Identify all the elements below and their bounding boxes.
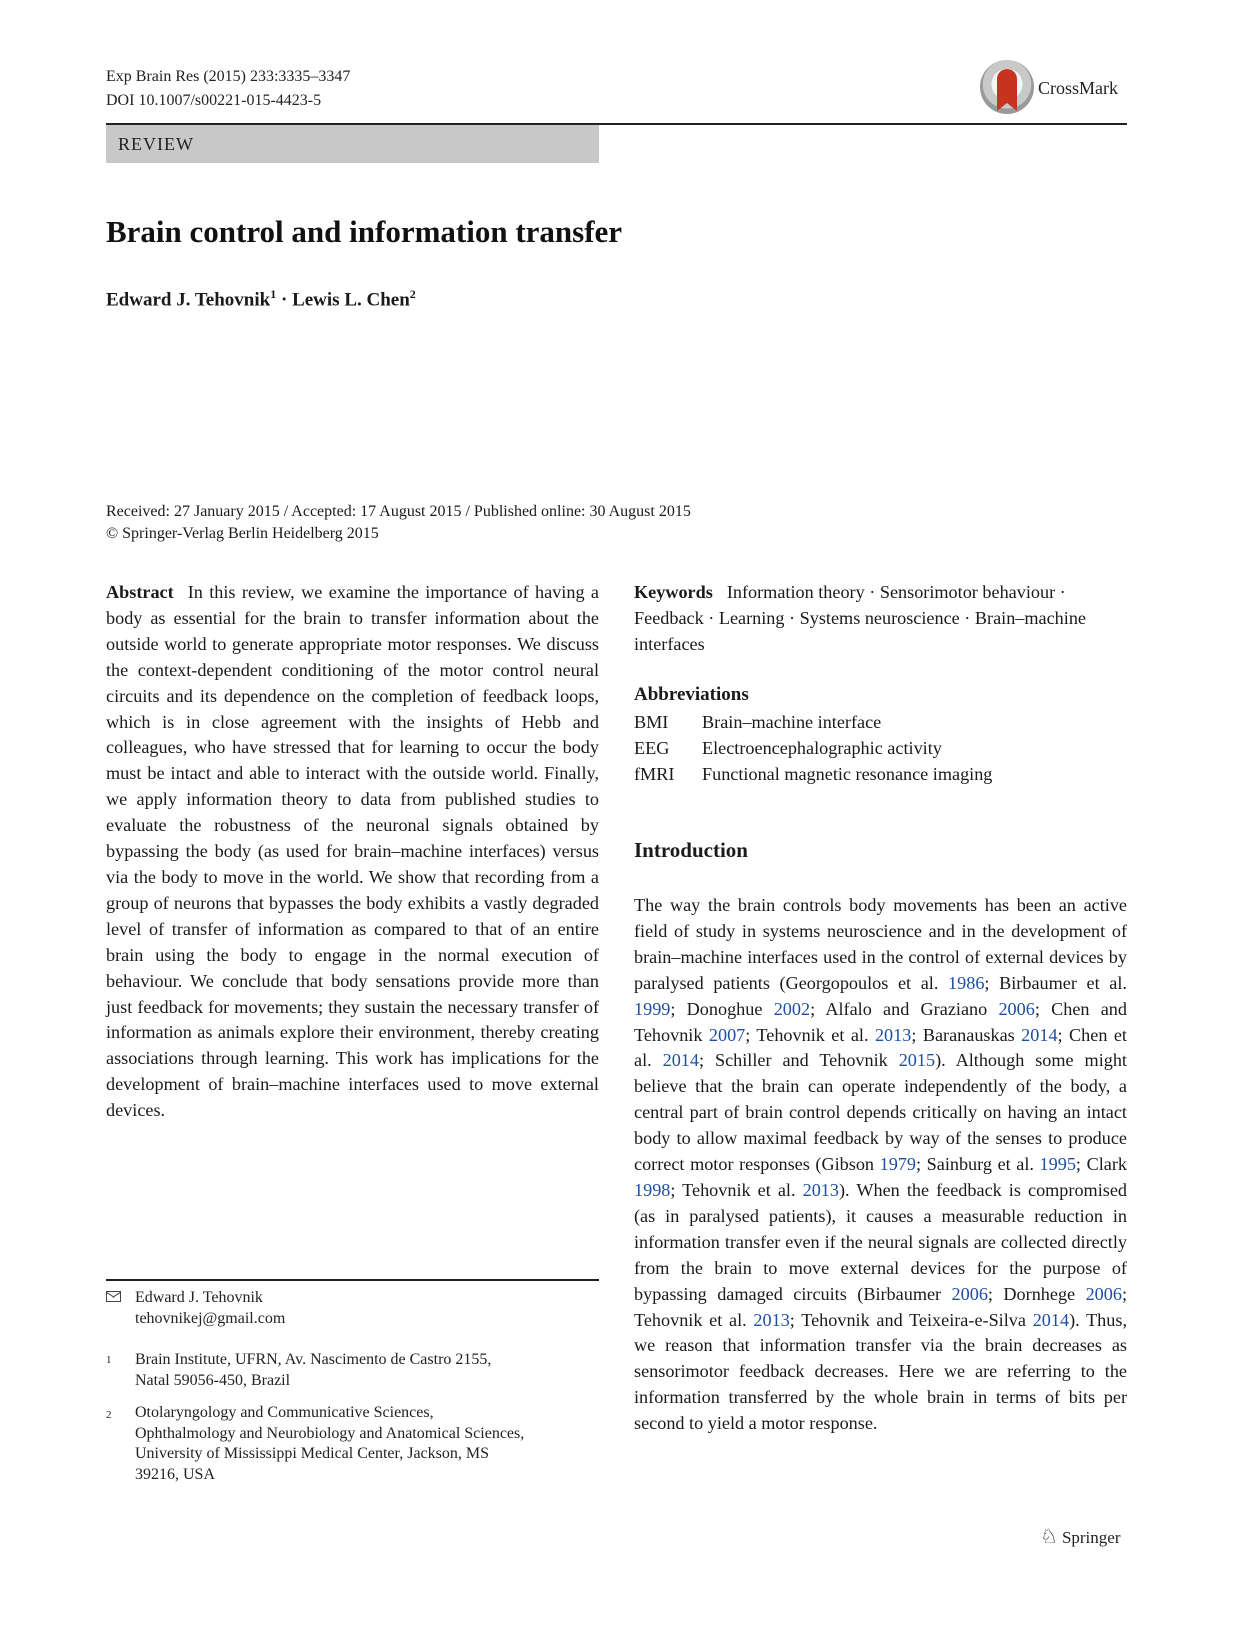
affiliation-line: Ophthalmology and Neurobiology and Anatomical Sciences, <box>135 1424 525 1442</box>
author-separator: · <box>276 289 293 311</box>
affiliation-2 <box>135 1403 595 1485</box>
publication-dates: Received: 27 January 2015 / Accepted: 17 August 2015 / Published online: 30 August 2015 <box>106 503 691 520</box>
keywords-label: Keywords <box>634 582 713 602</box>
affiliation-line: Otolaryngology and Communicative Sciences, <box>135 1404 434 1421</box>
intro-text: ; Chen et al. <box>634 1024 1127 1071</box>
intro-text: ; Chen and Tehovnik <box>634 998 1127 1045</box>
abbreviations-heading: Abbreviations <box>634 684 749 705</box>
abbreviation-row <box>634 710 992 736</box>
abbreviation-definition: Functional magnetic resonance imaging <box>702 763 993 784</box>
abbreviation-row <box>634 762 992 788</box>
copyright-notice: © Springer-Verlag Berlin Heidelberg 2015 <box>106 525 379 542</box>
author-name[interactable]: Edward J. Tehovnik <box>106 289 271 311</box>
citation-link[interactable]: 1995 <box>1039 1154 1076 1175</box>
doi[interactable]: DOI 10.1007/s00221-015-4423-5 <box>106 92 322 109</box>
affiliation-line: Brain Institute, UFRN, Av. Nascimento de Castro 2155, <box>135 1351 492 1368</box>
intro-text: ; Tehovnik et al. <box>670 1179 803 1200</box>
publisher-logo <box>1040 1524 1120 1549</box>
abbreviations-list <box>634 710 992 788</box>
intro-text: The way the brain controls body movements has been an active field of study in systems neuroscience and in the development of brain–machine interfaces used in the control of external devices by paralysed patients (Georgopoulos et al. <box>634 895 1127 993</box>
journal-reference: Exp Brain Res (2015) 233:3335–3347 <box>106 68 351 85</box>
footnote-rule <box>106 1279 599 1281</box>
intro-text: ; Dornhege <box>987 1283 1086 1304</box>
intro-text: ; Tehovnik et al. <box>745 1024 875 1045</box>
citation-link[interactable]: 2006 <box>998 998 1035 1019</box>
citation-link[interactable]: 2013 <box>802 1179 839 1200</box>
crossmark-badge[interactable] <box>980 60 1125 118</box>
intro-text: ; Tehovnik et al. <box>634 1283 1128 1330</box>
abstract <box>106 580 599 1124</box>
affiliation-number: 2 <box>106 1409 112 1421</box>
intro-text: ; Baranauskas <box>911 1024 1022 1045</box>
intro-text: ). Thus, we reason that information transfer via the brain decreases as sensorimotor feedback decreases. Here we are referring to the information transferred by the whole brain in terms of bits per second to yield a motor response. <box>634 1309 1127 1434</box>
author-affiliation-marker: 2 <box>409 287 416 301</box>
intro-text: ; Clark <box>1075 1154 1127 1175</box>
citation-link[interactable]: 2006 <box>1085 1283 1122 1304</box>
citation-link[interactable]: 2013 <box>874 1024 912 1045</box>
crossmark-logo-icon <box>980 60 1034 114</box>
corresponding-author-name: Edward J. Tehovnik <box>135 1289 263 1306</box>
abbreviation-definition: Electroencephalographic activity <box>702 737 942 758</box>
introduction-paragraph <box>634 893 1127 1437</box>
abbreviation-definition: Brain–machine interface <box>702 712 882 732</box>
affiliation-number: 1 <box>106 1354 112 1366</box>
affiliation-line: University of Mississippi Medical Center, Jackson, MS <box>135 1445 489 1462</box>
citation-link[interactable]: 1998 <box>634 1179 671 1200</box>
introduction-heading: Introduction <box>634 838 748 862</box>
citation-link[interactable]: 1979 <box>879 1154 916 1175</box>
abbreviation-term: fMRI <box>634 763 675 784</box>
keywords-text: Information theory · Sensorimotor behaviour · Feedback · Learning · Systems neuroscience · Brain–machine interfaces <box>634 582 1086 654</box>
abstract-label: Abstract <box>106 582 174 602</box>
citation-link[interactable]: 2002 <box>773 998 811 1019</box>
intro-text: ; Alfalo and Graziano <box>810 998 999 1019</box>
citation-link[interactable]: 2013 <box>753 1309 790 1330</box>
citation-link[interactable]: 1999 <box>634 998 671 1019</box>
springer-knight-icon: ♘ <box>1040 1526 1058 1548</box>
citation-link[interactable]: 2015 <box>898 1050 936 1071</box>
citation-link[interactable]: 2006 <box>951 1283 988 1304</box>
keywords <box>634 580 1127 658</box>
intro-text: ; Birbaumer et al. <box>984 972 1127 993</box>
abbreviation-term: BMI <box>634 712 669 732</box>
citation-link[interactable]: 2007 <box>708 1024 746 1045</box>
corresponding-author-email[interactable]: tehovnikej@gmail.com <box>135 1310 286 1327</box>
affiliation-line: 39216, USA <box>135 1465 216 1483</box>
crossmark-label: CrossMark <box>1038 78 1118 98</box>
author-list <box>106 287 416 311</box>
intro-text: ; Schiller and Tehovnik <box>698 1050 899 1071</box>
intro-text: ). Although some might believe that the brain can operate independently of the body, a central part of brain control depends critically on having an intact body to allow maximal feedback by way of the senses to produce correct motor responses (Gibson <box>634 1050 1127 1175</box>
affiliation-1 <box>135 1350 595 1391</box>
intro-text: ; Donoghue <box>670 998 774 1019</box>
publisher-name: Springer <box>1061 1528 1121 1547</box>
intro-text: ). When the feedback is compromised (as in paralysed patients), it causes a measurable reduction in information transfer even if the neural signals are collected directly from the brain to move external devices for the purpose of bypassing damaged circuits (Birbaumer <box>634 1179 1127 1304</box>
article-title: Brain control and information transfer <box>106 214 623 249</box>
abbreviation-row <box>634 736 992 762</box>
citation-link[interactable]: 2014 <box>1021 1024 1058 1045</box>
author-name[interactable]: Lewis L. Chen <box>292 289 410 311</box>
abstract-text: In this review, we examine the importance of having a body as essential for the brain to transfer information about the outside world to generate appropriate motor responses. We discuss the context-dependent conditioning of the motor control neural circuits and its dependence on the completion of feedback loops, which is in close agreement with the insights of Hebb and colleagues, who have stressed that for learning to occur the body must be intact and able to interact with the outside world. Finally, we apply information theory to data from published studies to evaluate the robustness of the neuronal signals obtained by bypassing the body (as used for brain–machine interfaces) versus via the body to move in the world. We show that recording from a group of neurons that bypasses the body exhibits a vastly degraded level of transfer of information as compared to that of an entire brain using the body to engage in the normal execution of behaviour. We conclude that body sensations provide more than just feedback for movements; they sustain the necessary transfer of information as animals explore their environment, thereby creating associations through learning. This work has implications for the development of brain–machine interfaces used to move external devices. <box>106 582 599 1121</box>
affiliation-line: Natal 59056-450, Brazil <box>135 1371 291 1389</box>
author-affiliation-marker: 1 <box>270 287 277 301</box>
abbreviation-term: EEG <box>634 737 670 758</box>
intro-text: ; Tehovnik and Teixeira-e-Silva <box>789 1309 1033 1330</box>
intro-text: ; Sainburg et al. <box>915 1154 1040 1175</box>
citation-link[interactable]: 2014 <box>1032 1309 1070 1330</box>
envelope-icon <box>106 1291 121 1302</box>
article-type-band: REVIEW <box>106 125 599 163</box>
citation-link[interactable]: 2014 <box>662 1050 699 1071</box>
citation-link[interactable]: 1986 <box>948 972 985 993</box>
